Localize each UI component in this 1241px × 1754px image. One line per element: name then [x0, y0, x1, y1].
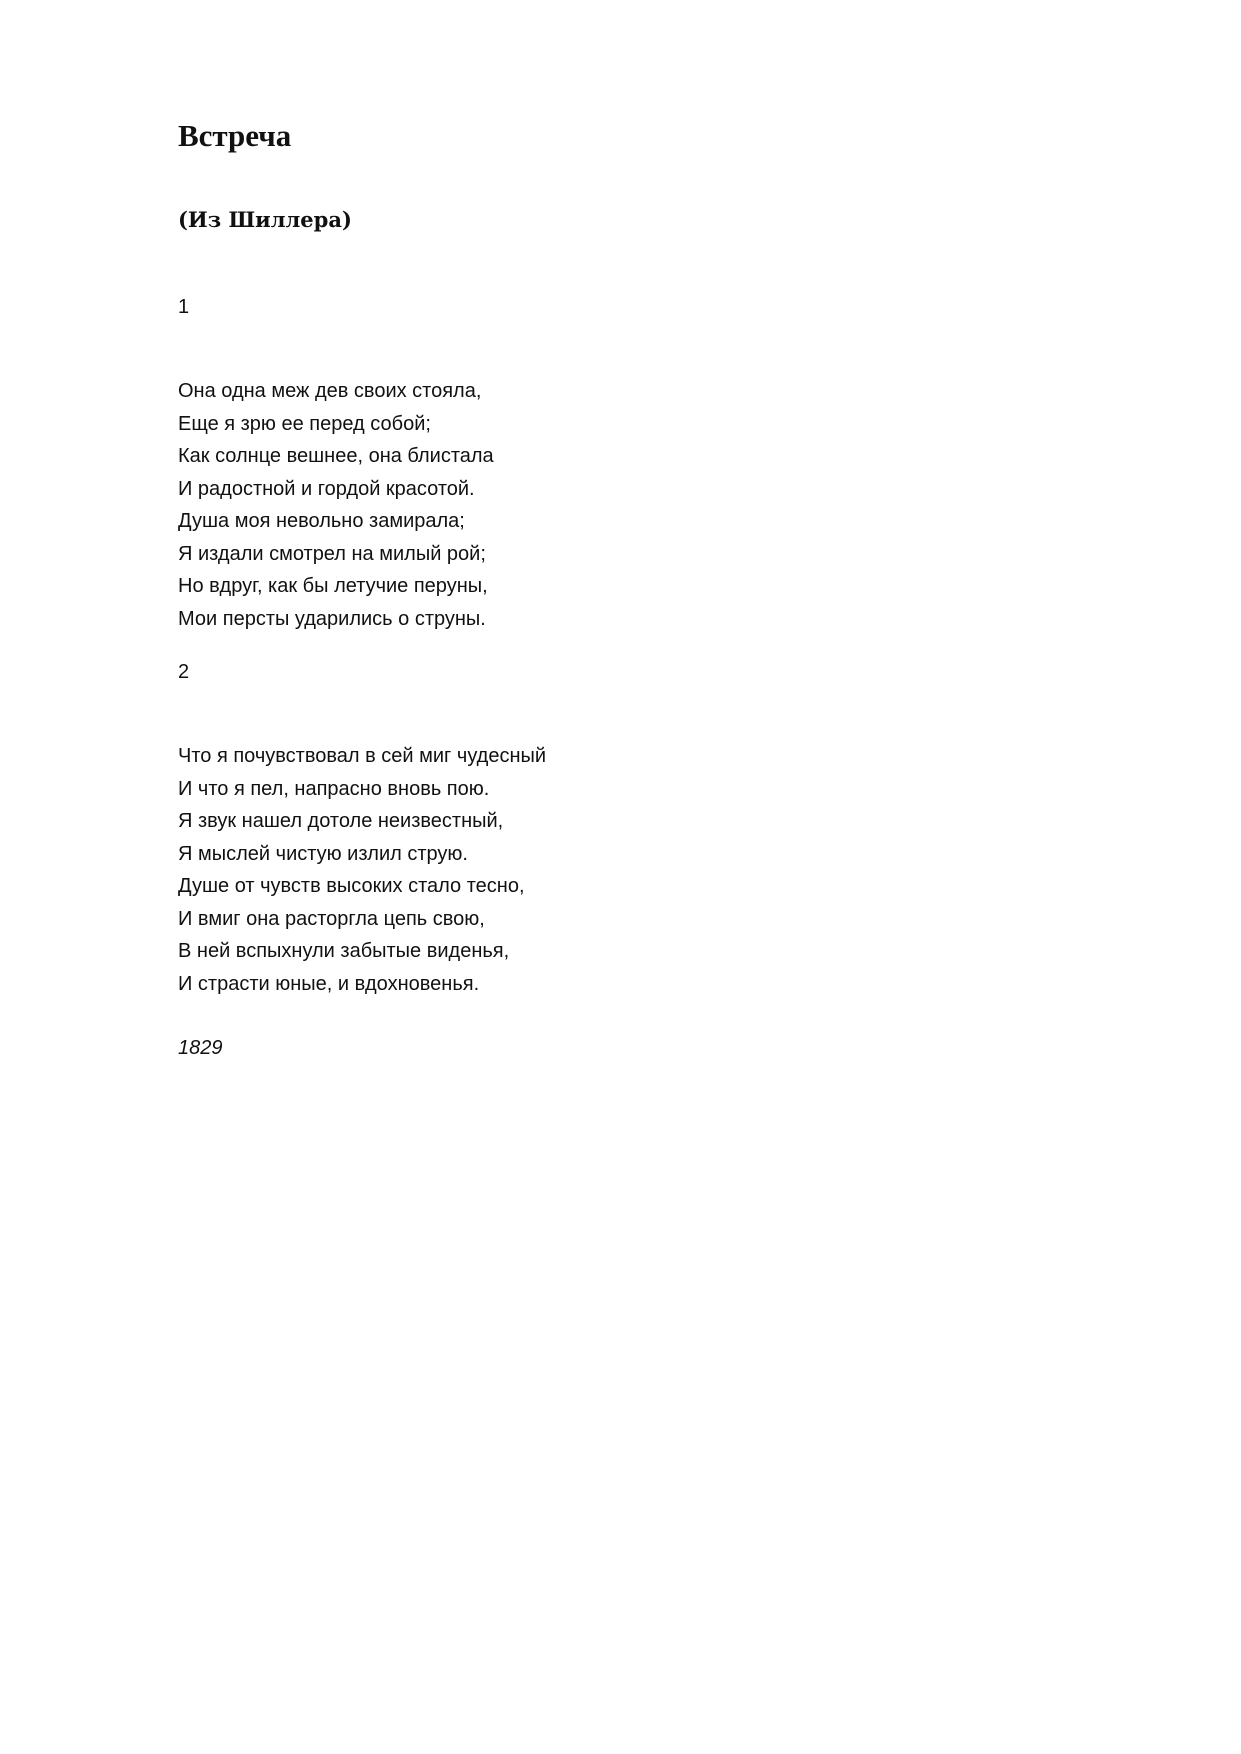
verse-line: Мои персты ударились о струны. [178, 607, 486, 630]
stanza [178, 740, 546, 1000]
verse-line: Душа моя невольно замирала; [178, 510, 465, 532]
verse-line: И радостной и гордой красотой. [178, 477, 475, 500]
verse-line: В ней вспыхнули забытые виденья, [178, 940, 510, 962]
verse-line: Она одна меж дев своих стояла, [178, 380, 482, 402]
verse-line: Я мыслей чистую излил струю. [178, 842, 468, 865]
stanza-number: 2 [178, 661, 190, 683]
poem-subtitle: (Из Шиллера) [178, 207, 352, 232]
verse-line: Как солнце вешнее, она блистала [178, 445, 494, 467]
verse-line: И что я пел, напрасно вновь пою. [178, 777, 490, 800]
stanza-number: 1 [178, 296, 190, 318]
poem-year: 1829 [178, 1037, 223, 1059]
poem-title: Встреча [178, 118, 292, 153]
verse-line: Я звук нашел дотоле неизвестный, [178, 810, 504, 832]
verse-line: Еще я зрю ее перед собой; [178, 412, 431, 435]
verse-line: Душе от чувств высоких стало тесно, [178, 875, 525, 897]
verse-line: Я издали смотрел на милый рой; [178, 542, 486, 565]
verse-line: Что я почувствовал в сей миг чудесный [178, 745, 547, 767]
verse-line: И страсти юные, и вдохновенья. [178, 972, 480, 995]
stanza [178, 375, 494, 635]
verse-line: Но вдруг, как бы летучие перуны, [178, 575, 488, 597]
verse-line: И вмиг она расторгла цепь свою, [178, 907, 485, 930]
